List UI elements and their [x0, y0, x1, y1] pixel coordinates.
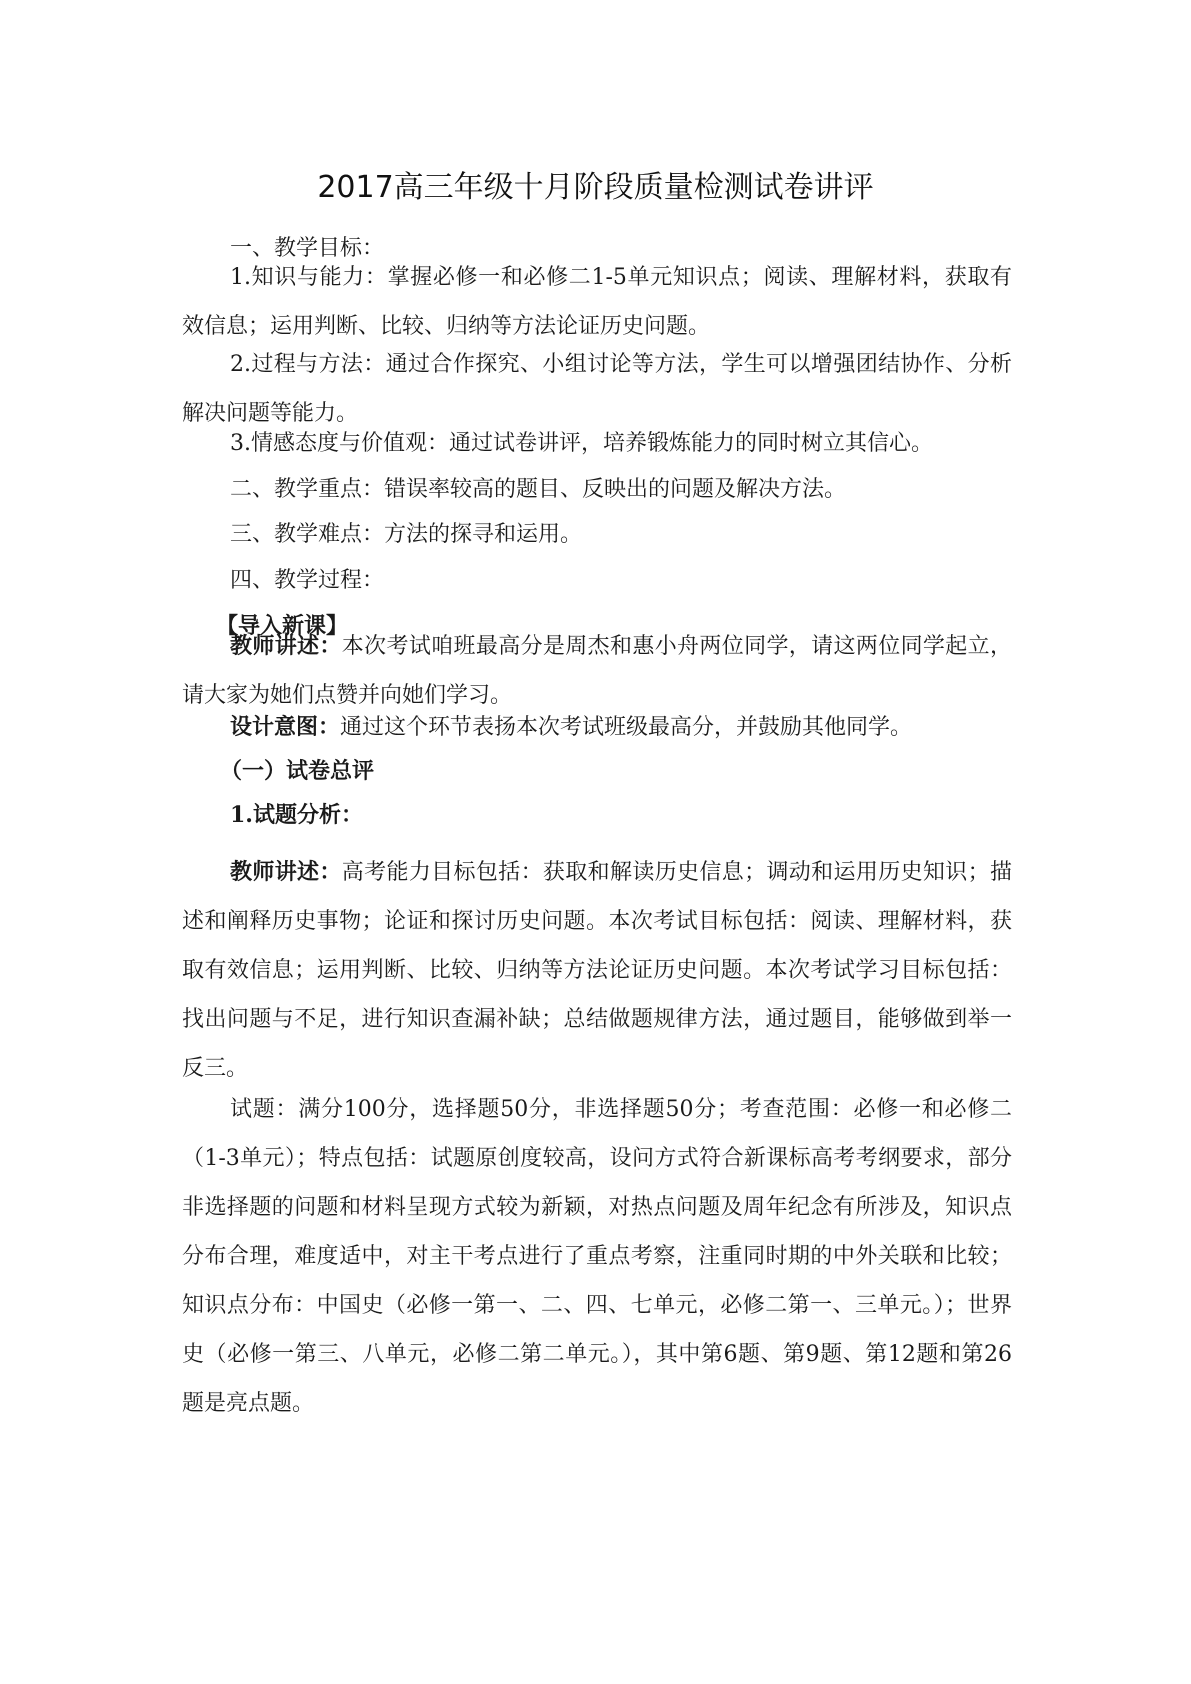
design-label: 设计意图：	[230, 714, 341, 740]
part1-heading: （一）试卷总评	[220, 758, 375, 784]
analysis-heading: 1.试题分析：	[230, 802, 363, 828]
design-intent	[182, 704, 1012, 750]
goal-knowledge-ability: 1.知识与能力：掌握必修一和必修二1-5单元知识点；阅读、理解材料，获取有效信息；运用判断、比较、归纳等方法论证历史问题。	[182, 265, 1012, 339]
goal-process-method: 2.过程与方法：通过合作探究、小组讨论等方法，学生可以增强团结协作、分析解决问题等能力。	[182, 352, 1012, 426]
teacher-remark-2	[182, 848, 1012, 1093]
intro-heading: 【导入新课】	[216, 613, 349, 639]
design-text: 通过这个环节表扬本次考试班级最高分，并鼓励其他同学。	[340, 715, 913, 740]
exam-overview-paragraph: 试题：满分100分，选择题50分，非选择题50分；考查范围：必修一和必修二（1-3单元）；特点包括：试题原创度较高，设问方式符合新课标高考考纲要求，部分非选择题的问题和材料呈现方式较为新颖，对热点问题及周年纪念有所涉及，知识点分布合理，难度适中，对主干考点进行了重点考察，注重同时期的中外关联和比较；知识点分布：中国史（必修一第一、二、四、七单元，必修二第一、三单元。）；世界史（必修一第三、八单元，必修二第二单元。），其中第6题、第9题、第12题和第26题是亮点题。	[182, 1097, 1012, 1416]
goal-emotion-values: 3.情感态度与价值观：通过试卷讲评，培养锻炼能力的同时树立其信心。	[230, 431, 933, 456]
teacher-label: 教师讲述：	[230, 633, 342, 659]
section1-heading: 一、教学目标：	[230, 236, 385, 261]
section4-heading: 四、教学过程：	[230, 568, 385, 593]
teacher-text: 高考能力目标包括：获取和解读历史信息；调动和运用历史知识；描述和阐释历史事物；论证和探讨历史问题。本次考试目标包括：阅读、理解材料，获取有效信息；运用判断、比较、归纳等方法论证历史问题。本次考试学习目标包括：找出问题与不足，进行知识查漏补缺；总结做题规律方法，通过题目，能够做到举一反三。	[182, 860, 1012, 1081]
teacher-label: 教师讲述：	[230, 859, 342, 885]
teacher-text: 本次考试咱班最高分是周杰和惠小舟两位同学，请这两位同学起立，请大家为她们点赞并向她们学习。	[182, 634, 1012, 708]
section2-key-points: 二、教学重点：错误率较高的题目、反映出的问题及解决方法。	[230, 477, 847, 502]
document-title: 2017高三年级十月阶段质量检测试卷讲评	[317, 170, 874, 205]
section3-difficulties: 三、教学难点：方法的探寻和运用。	[230, 522, 583, 547]
